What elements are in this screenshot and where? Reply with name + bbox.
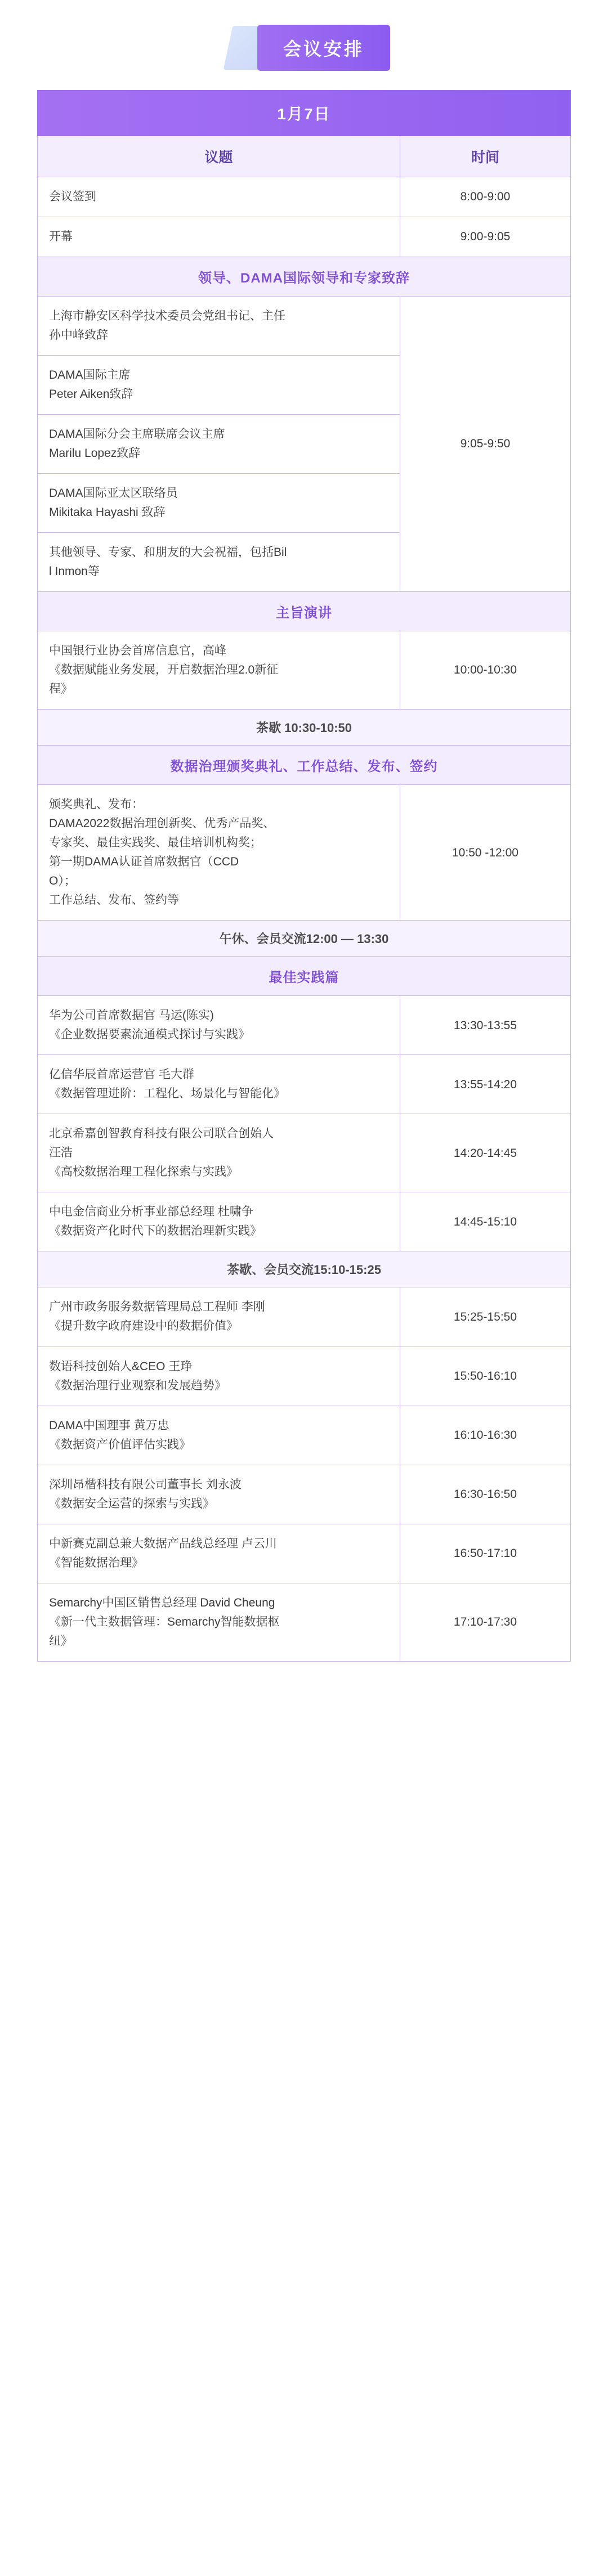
row-topic-line: 《数据资产化时代下的数据治理新实践》	[49, 1224, 262, 1238]
row-topic-line: Marilu Lopez致辞	[49, 447, 141, 460]
table-row	[38, 631, 571, 710]
row-topic-line: 《数据管理进阶：工程化、场景化与智能化》	[49, 1087, 285, 1101]
row-topic	[38, 785, 400, 921]
table-row	[38, 1583, 571, 1661]
row-topic	[38, 1347, 400, 1406]
row-topic	[38, 1055, 400, 1114]
column-header-topic: 议题	[38, 136, 400, 177]
row-topic	[38, 297, 400, 356]
schedule-table-wrap	[0, 90, 608, 1662]
row-topic-line: 颁奖典礼、发布：	[49, 798, 144, 811]
table-row	[38, 1287, 571, 1347]
row-topic	[38, 1524, 400, 1583]
row-time: 16:30-16:50	[400, 1465, 570, 1524]
row-topic-line: 开幕	[49, 230, 73, 244]
schedule-table-body	[38, 91, 571, 1662]
table-row	[38, 1055, 571, 1114]
row-topic-line: 《数据治理行业观察和发展趋势》	[49, 1379, 226, 1392]
row-topic-line: Mikitaka Hayashi 致辞	[49, 506, 166, 519]
row-topic	[38, 631, 400, 710]
row-topic	[38, 356, 400, 415]
table-row	[38, 177, 571, 217]
row-topic	[38, 1465, 400, 1524]
row-time: 10:00-10:30	[400, 631, 570, 710]
page-title: 会议安排	[257, 25, 390, 71]
table-row	[38, 785, 571, 921]
row-topic-line: 孙中峰致辞	[49, 329, 108, 342]
banner-area	[0, 0, 608, 90]
table-row	[38, 1465, 571, 1524]
break-row	[38, 710, 571, 746]
table-row	[38, 1347, 571, 1406]
row-topic	[38, 1192, 400, 1251]
row-topic-line: 《提升数字政府建设中的数据价值》	[49, 1320, 238, 1333]
table-row	[38, 1114, 571, 1192]
row-topic-line: 数语科技创始人&CEO 王琤	[49, 1359, 193, 1373]
table-row	[38, 1406, 571, 1465]
row-topic-line: O）；	[49, 874, 76, 888]
column-header-time: 时间	[400, 136, 570, 177]
section-header-row	[38, 257, 571, 297]
row-topic-line: 《数据资产价值评估实践》	[49, 1438, 191, 1451]
break-label: 午休、会员交流12:00 — 13:30	[38, 921, 571, 957]
row-time: 15:25-15:50	[400, 1287, 570, 1347]
break-row	[38, 921, 571, 957]
table-row	[38, 297, 571, 356]
row-topic-line: DAMA国际亚太区联络员	[49, 487, 178, 500]
row-time: 13:30-13:55	[400, 996, 570, 1055]
section-header-row	[38, 957, 571, 996]
row-topic-line: 《数据安全运营的探索与实践》	[49, 1497, 214, 1510]
schedule-table	[37, 90, 571, 1662]
row-topic-line: DAMA中国理事 黄万忠	[49, 1419, 169, 1432]
row-time: 17:10-17:30	[400, 1583, 570, 1661]
row-topic-line: 中电金信商业分析事业部总经理 杜啸争	[49, 1205, 253, 1219]
row-time: 16:50-17:10	[400, 1524, 570, 1583]
row-topic-line: DAMA2022数据治理创新奖、优秀产品奖、	[49, 817, 275, 831]
row-time: 15:50-16:10	[400, 1347, 570, 1406]
row-time: 14:45-15:10	[400, 1192, 570, 1251]
row-time: 9:05-9:50	[400, 297, 570, 592]
row-topic	[38, 474, 400, 533]
row-topic	[38, 1583, 400, 1661]
table-row	[38, 996, 571, 1055]
row-topic-line: 其他领导、专家、和朋友的大会祝福，包括Bil	[49, 546, 287, 559]
row-topic-line: 《企业数据要素流通模式探讨与实践》	[49, 1028, 250, 1042]
row-topic-line: DAMA国际主席	[49, 369, 131, 382]
table-column-header-row	[38, 136, 571, 177]
row-topic-line: 第一期DAMA认证首席数据官（CCD	[49, 855, 239, 869]
row-topic-line: 华为公司首席数据官 马运(陈实)	[49, 1009, 214, 1022]
break-label: 茶歇、会员交流15:10-15:25	[38, 1251, 571, 1287]
section-header-label: 领导、DAMA国际领导和专家致辞	[38, 257, 571, 297]
break-row	[38, 1251, 571, 1287]
row-topic-line: 中新赛克副总兼大数据产品线总经理 卢云川	[49, 1537, 277, 1550]
row-time: 9:00-9:05	[400, 217, 570, 257]
row-topic	[38, 1287, 400, 1347]
section-header-label: 最佳实践篇	[38, 957, 571, 996]
table-row	[38, 217, 571, 257]
table-date-header-row	[38, 91, 571, 136]
row-time: 13:55-14:20	[400, 1055, 570, 1114]
row-topic-line: 深圳昂楷科技有限公司董事长 刘永波	[49, 1478, 242, 1491]
row-topic	[38, 1114, 400, 1192]
row-time: 10:50 -12:00	[400, 785, 570, 921]
row-topic	[38, 1406, 400, 1465]
row-topic-line: 《智能数据治理》	[49, 1556, 144, 1569]
section-header-row	[38, 746, 571, 785]
row-topic	[38, 217, 400, 257]
row-topic-line: 上海市静安区科学技术委员会党组书记、主任	[49, 309, 285, 323]
row-topic-line: 专家奖、最佳实践奖、最佳培训机构奖；	[49, 836, 262, 850]
row-topic-line: 工作总结、发布、签约等	[49, 894, 179, 907]
row-time: 14:20-14:45	[400, 1114, 570, 1192]
row-topic-line: 纽》	[49, 1634, 73, 1648]
row-topic-line: Peter Aiken致辞	[49, 388, 133, 401]
row-topic	[38, 415, 400, 474]
date-header: 1月7日	[38, 91, 571, 136]
row-topic-line: 《高校数据治理工程化探索与实践》	[49, 1165, 238, 1179]
section-header-label: 主旨演讲	[38, 592, 571, 631]
row-topic-line: 《新一代主数据管理：Semarchy智能数据枢	[49, 1615, 280, 1628]
table-row	[38, 1524, 571, 1583]
break-label: 茶歇 10:30-10:50	[38, 710, 571, 746]
section-header-label: 数据治理颁奖典礼、工作总结、发布、签约	[38, 746, 571, 785]
row-topic-line: 广州市政务服务数据管理局总工程师 李刚	[49, 1300, 265, 1314]
row-topic-line: 亿信华辰首席运营官 毛大群	[49, 1068, 194, 1081]
row-topic-line: DAMA国际分会主席联席会议主席	[49, 428, 225, 441]
row-topic-line: 中国银行业协会首席信息官，高峰	[49, 644, 226, 658]
banner	[218, 25, 390, 71]
row-topic-line: 《数据赋能业务发展，开启数据治理2.0新征	[49, 663, 279, 677]
row-topic	[38, 177, 400, 217]
row-topic-line: 程》	[49, 683, 73, 696]
row-topic	[38, 533, 400, 592]
section-header-row	[38, 592, 571, 631]
row-topic-line: Semarchy中国区销售总经理 David Cheung	[49, 1596, 275, 1609]
row-topic-line: 会议签到	[49, 190, 96, 203]
row-topic-line: l Inmon等	[49, 565, 100, 578]
row-time: 16:10-16:30	[400, 1406, 570, 1465]
row-topic	[38, 996, 400, 1055]
row-topic-line: 汪浩	[49, 1146, 73, 1160]
row-topic-line: 北京希嘉创智教育科技有限公司联合创始人	[49, 1127, 274, 1141]
table-row	[38, 1192, 571, 1251]
row-time: 8:00-9:00	[400, 177, 570, 217]
